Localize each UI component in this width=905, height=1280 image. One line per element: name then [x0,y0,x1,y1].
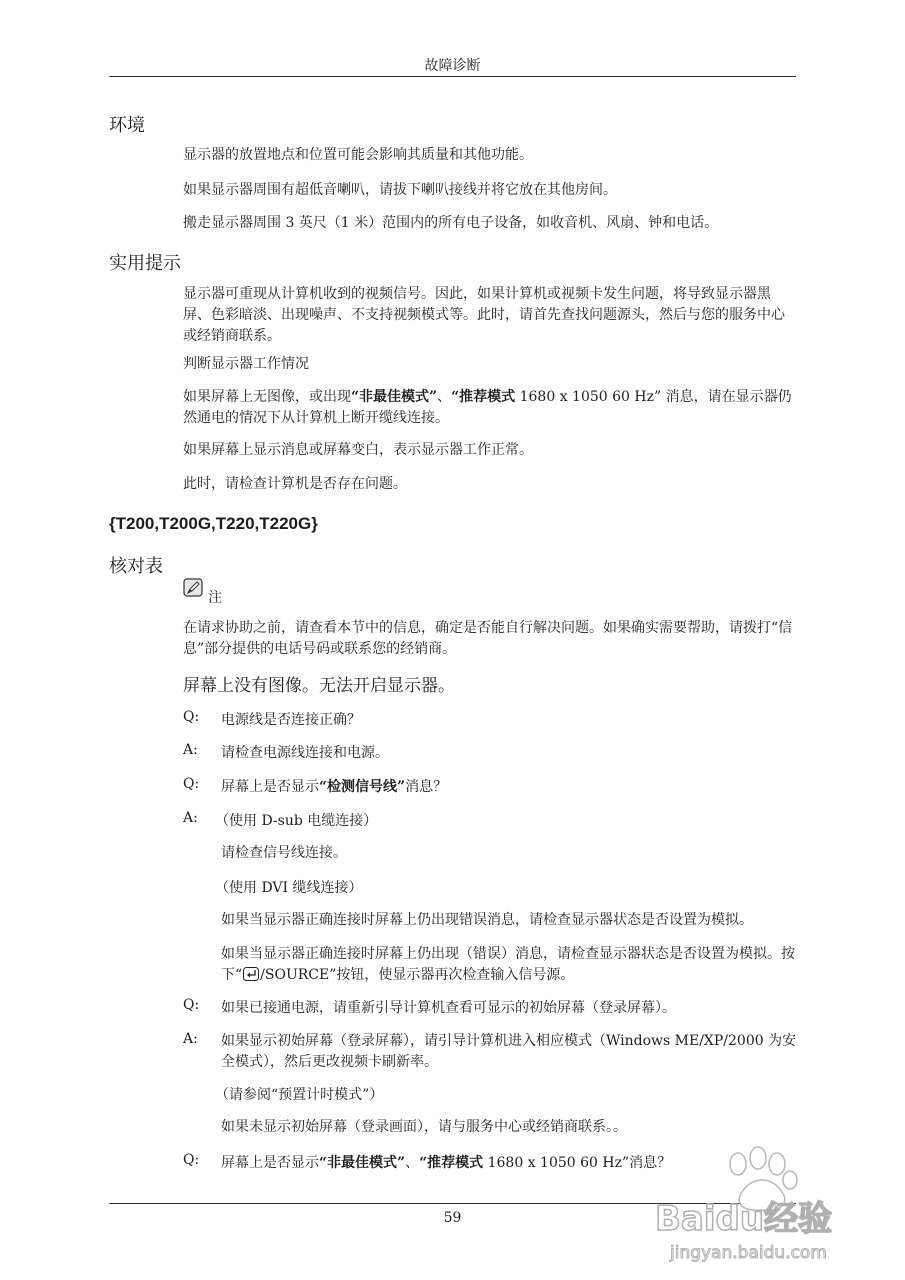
answer-label: A: [183,742,198,758]
answer-text: 请检查信号线连接。 [221,845,347,861]
answer-label: A: [183,810,198,826]
answer-text: 请检查电源线连接和电源。 [221,745,389,761]
tips-intro-paragraph: 显示器可重现从计算机收到的视频信号。因此，如果计算机或视频卡发生问题，将导致显示器黑屏、色彩暗淡、出现噪声、不支持视频模式等。此时，请首先查找问题源头，然后与您的服务中心或经销商联系。 [183,286,785,344]
note-label: 注 [208,590,222,606]
page-number: 59 [443,1210,462,1226]
problem-heading: 屏幕上没有图像。无法开启显示器。 [183,676,455,696]
question-label: Q: [183,997,200,1013]
answer-text: （使用 D-sub 电缆连接） [215,813,378,829]
tips-computer-paragraph: 此时，请检查计算机是否存在问题。 [183,476,407,492]
environment-paragraph: 显示器的放置地点和位置可能会影响其质量和其他功能。 [183,147,533,163]
note-pencil-icon [183,578,204,598]
question-label: Q: [183,1152,200,1168]
note-text: 在请求协助之前，请查看本节中的信息，确定是否能自行解决问题。如果确实需要帮助，请拨打“信息”部分提供的电话号码或联系您的经销商。 [183,620,793,657]
question-text: 屏幕上是否显示“非最佳模式”、“推荐模式 1680 x 1050 60 Hz”消息？ [221,1155,672,1171]
answer-text: （使用 DVI 缆线连接） [215,880,363,896]
tips-normal-paragraph: 如果屏幕上显示消息或屏幕变白，表示显示器工作正常。 [183,442,533,458]
answer-text: 如果当显示器正确连接时屏幕上仍出现（错误）消息，请检查显示器状态是否设置为模拟。按下“ /SOURCE”按钮，使显示器再次检查输入信号源。 [221,946,795,983]
tips-no-image-paragraph: 如果屏幕上无图像，或出现“非最佳模式”、“推荐模式 1680 x 1050 60 Hz” 消息，请在显示器仍然通电的情况下从计算机上断开缆线连接。 [183,389,792,426]
section-heading-checklist: 核对表 [109,556,163,577]
question-text: 如果已接通电源，请重新引导计算机查看可显示的初始屏幕（登录屏幕）。 [221,1000,676,1016]
baidu-jingyan-watermark [640,1140,880,1270]
section-heading-environment: 环境 [109,115,145,136]
answer-text: 如果未显示初始屏幕（登录画面），请与服务中心或经销商联系。。 [221,1119,627,1135]
watermark-url: jingyan.baidu.com [670,1243,827,1263]
answer-text: （请参阅“预置计时模式”） [215,1087,384,1103]
answer-label: A: [183,1031,198,1047]
environment-paragraph: 搬走显示器周围 3 英尺（1 米）范围内的所有电子设备，如收音机、风扇、钟和电话。 [183,215,719,231]
section-heading-tips: 实用提示 [109,253,181,274]
model-list-heading: {T200,T200G,T220,T220G} [109,514,318,533]
answer-text: 如果当显示器正确连接时屏幕上仍出现错误消息，请检查显示器状态是否设置为模拟。 [221,912,753,928]
watermark-brand: Baidu经验 [655,1199,833,1239]
header-rule [109,76,796,77]
environment-paragraph: 如果显示器周围有超低音喇叭，请拔下喇叭接线并将它放在其他房间。 [183,182,617,198]
question-text: 屏幕上是否显示“检测信号线”消息？ [221,779,448,795]
question-label: Q: [183,776,200,792]
running-header-title: 故障诊断 [424,58,481,74]
tips-check-title: 判断显示器工作情况 [183,356,309,372]
answer-text: 如果显示初始屏幕（登录屏幕），请引导计算机进入相应模式（Windows ME/XP/2000 为安全模式），然后更改视频卡刷新率。 [221,1033,797,1070]
enter-source-icon [243,967,259,981]
question-label: Q: [183,709,200,725]
question-text: 电源线是否连接正确？ [221,712,361,728]
